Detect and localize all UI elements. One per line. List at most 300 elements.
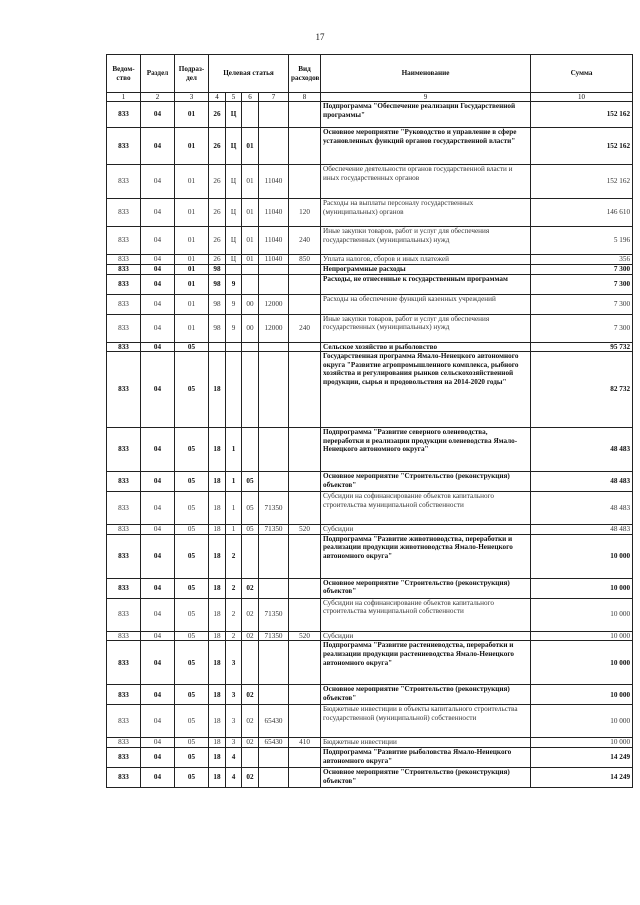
cell-vedom: 833 (107, 747, 141, 767)
column-number: 10 (531, 93, 633, 102)
cell-ts4: 12000 (259, 314, 289, 342)
column-number: 9 (321, 93, 531, 102)
cell-ts2: 2 (226, 534, 242, 578)
cell-vedom: 833 (107, 534, 141, 578)
cell-vedom: 833 (107, 314, 141, 342)
cell-name: Субсидии на софинансирование объектов капитального строительства муниципальной собственности (321, 492, 531, 525)
table-row (107, 738, 633, 748)
cell-ts1: 98 (209, 314, 226, 342)
cell-vedom: 833 (107, 525, 141, 535)
column-number: 8 (289, 93, 321, 102)
table-row (107, 472, 633, 492)
cell-vedom: 833 (107, 738, 141, 748)
cell-razdel: 04 (141, 128, 175, 165)
cell-ts2: 3 (226, 738, 242, 748)
cell-sum: 14 249 (531, 747, 633, 767)
cell-sum: 152 162 (531, 165, 633, 199)
cell-razdel: 04 (141, 314, 175, 342)
header-vid-raskhodov: Вид расходов (289, 55, 321, 93)
cell-ts4 (259, 641, 289, 685)
cell-vid (289, 165, 321, 199)
cell-vedom: 833 (107, 274, 141, 294)
cell-ts4: 11040 (259, 255, 289, 265)
table-row (107, 199, 633, 227)
cell-ts2 (226, 342, 242, 352)
cell-sum: 95 732 (531, 342, 633, 352)
cell-name: Бюджетные инвестиции в объекты капитального строительства государственной (муниципальной) собственности (321, 705, 531, 738)
cell-ts1: 98 (209, 294, 226, 314)
cell-ts1: 26 (209, 165, 226, 199)
cell-vid (289, 274, 321, 294)
table-row (107, 631, 633, 641)
cell-razdel: 04 (141, 294, 175, 314)
cell-vedom: 833 (107, 264, 141, 274)
column-number: 6 (242, 93, 259, 102)
cell-ts3: 01 (242, 199, 259, 227)
cell-sum: 48 483 (531, 525, 633, 535)
cell-ts4: 65430 (259, 705, 289, 738)
cell-name: Основное мероприятие "Строительство (реконструкция) объектов" (321, 767, 531, 787)
cell-ts3 (242, 747, 259, 767)
cell-ts3: 05 (242, 472, 259, 492)
cell-vedom: 833 (107, 598, 141, 631)
cell-vid (289, 492, 321, 525)
cell-razdel: 04 (141, 738, 175, 748)
cell-podrazdel: 01 (175, 314, 209, 342)
cell-vid (289, 598, 321, 631)
cell-razdel: 04 (141, 525, 175, 535)
table-row (107, 598, 633, 631)
cell-ts1: 18 (209, 352, 226, 428)
cell-ts1: 18 (209, 767, 226, 787)
cell-vid: 850 (289, 255, 321, 265)
cell-ts3: 02 (242, 631, 259, 641)
cell-razdel: 04 (141, 705, 175, 738)
table-body (107, 102, 633, 788)
cell-razdel: 04 (141, 274, 175, 294)
column-number: 7 (259, 93, 289, 102)
cell-ts1: 18 (209, 747, 226, 767)
cell-name: Расходы на обеспечение функций казенных учреждений (321, 294, 531, 314)
cell-ts2: 3 (226, 685, 242, 705)
cell-podrazdel: 05 (175, 641, 209, 685)
cell-sum: 10 000 (531, 641, 633, 685)
header-razdel: Раздел (141, 55, 175, 93)
cell-name: Подпрограмма "Развитие животноводства, переработки и реализации продукции животноводства Ямало-Ненецкого автономного округа" (321, 534, 531, 578)
cell-ts2: Ц (226, 227, 242, 255)
cell-podrazdel: 01 (175, 199, 209, 227)
cell-razdel: 04 (141, 165, 175, 199)
cell-vedom: 833 (107, 492, 141, 525)
cell-name: Иные закупки товаров, работ и услуг для обеспечения государственных (муниципальных) нужд (321, 227, 531, 255)
cell-vid (289, 472, 321, 492)
cell-name: Государственная программа Ямало-Ненецкого автономного округа "Развитие агропромышленного комплекса, рыбного хозяйства и регулирования рынков сельскохозяйственной продукции, сырья и продовольствия на 2014-2020 годы" (321, 352, 531, 428)
cell-vedom: 833 (107, 227, 141, 255)
cell-razdel: 04 (141, 598, 175, 631)
cell-name: Субсидии (321, 631, 531, 641)
cell-name: Обеспечение деятельности органов государственной власти и иных государственных органов (321, 165, 531, 199)
cell-vid (289, 352, 321, 428)
cell-ts4: 65430 (259, 738, 289, 748)
cell-podrazdel: 01 (175, 274, 209, 294)
table-row (107, 165, 633, 199)
cell-vid (289, 128, 321, 165)
cell-sum: 10 000 (531, 738, 633, 748)
cell-vid: 240 (289, 227, 321, 255)
cell-sum: 7 300 (531, 274, 633, 294)
cell-podrazdel: 05 (175, 525, 209, 535)
cell-ts1: 18 (209, 631, 226, 641)
cell-name: Подпрограмма "Развитие северного оленеводства, переработки и реализации продукции оленеводства Ямало-Ненецкого автономного округа" (321, 428, 531, 472)
cell-razdel: 04 (141, 342, 175, 352)
cell-sum: 10 000 (531, 598, 633, 631)
table-row (107, 685, 633, 705)
cell-ts4 (259, 274, 289, 294)
column-number-row (107, 93, 633, 102)
cell-ts1: 18 (209, 578, 226, 598)
cell-ts1: 18 (209, 472, 226, 492)
table-row (107, 747, 633, 767)
cell-razdel: 04 (141, 534, 175, 578)
cell-name: Субсидии (321, 525, 531, 535)
cell-ts3: 01 (242, 227, 259, 255)
cell-ts4 (259, 747, 289, 767)
cell-podrazdel: 05 (175, 598, 209, 631)
cell-vedom: 833 (107, 165, 141, 199)
cell-ts2: Ц (226, 199, 242, 227)
cell-sum: 152 162 (531, 128, 633, 165)
table-row (107, 294, 633, 314)
cell-ts2: 4 (226, 767, 242, 787)
cell-podrazdel: 05 (175, 342, 209, 352)
cell-vid: 120 (289, 199, 321, 227)
cell-name: Основное мероприятие "Строительство (реконструкция) объектов" (321, 685, 531, 705)
table-row (107, 102, 633, 128)
cell-name: Сельское хозяйство и рыболовство (321, 342, 531, 352)
cell-vedom: 833 (107, 294, 141, 314)
cell-ts3: 02 (242, 598, 259, 631)
cell-ts3 (242, 428, 259, 472)
column-number: 2 (141, 93, 175, 102)
cell-ts3: 00 (242, 314, 259, 342)
column-number: 4 (209, 93, 226, 102)
cell-ts2: 1 (226, 525, 242, 535)
cell-name: Субсидии на софинансирование объектов капитального строительства муниципальной собственности (321, 598, 531, 631)
cell-vedom: 833 (107, 578, 141, 598)
cell-vid (289, 534, 321, 578)
cell-ts3 (242, 264, 259, 274)
cell-vid (289, 294, 321, 314)
cell-ts2: Ц (226, 255, 242, 265)
column-number: 5 (226, 93, 242, 102)
cell-razdel: 04 (141, 767, 175, 787)
cell-ts2: 9 (226, 314, 242, 342)
cell-vid (289, 705, 321, 738)
cell-name: Иные закупки товаров, работ и услуг для обеспечения государственных (муниципальных) нужд (321, 314, 531, 342)
cell-sum: 152 162 (531, 102, 633, 128)
cell-ts1: 18 (209, 705, 226, 738)
cell-vid (289, 641, 321, 685)
cell-ts4 (259, 102, 289, 128)
cell-sum: 82 732 (531, 352, 633, 428)
cell-ts2: 1 (226, 492, 242, 525)
cell-sum: 7 300 (531, 314, 633, 342)
column-number: 1 (107, 93, 141, 102)
cell-vedom: 833 (107, 428, 141, 472)
cell-ts3: 05 (242, 492, 259, 525)
cell-ts1: 26 (209, 227, 226, 255)
cell-ts4 (259, 578, 289, 598)
cell-vedom: 833 (107, 631, 141, 641)
cell-ts4 (259, 534, 289, 578)
cell-ts4 (259, 128, 289, 165)
cell-ts2: 9 (226, 274, 242, 294)
cell-vedom: 833 (107, 767, 141, 787)
cell-podrazdel: 05 (175, 767, 209, 787)
cell-ts4 (259, 472, 289, 492)
cell-podrazdel: 05 (175, 472, 209, 492)
cell-ts2: 1 (226, 472, 242, 492)
cell-ts1: 98 (209, 264, 226, 274)
cell-razdel: 04 (141, 199, 175, 227)
cell-name: Уплата налогов, сборов и иных платежей (321, 255, 531, 265)
cell-podrazdel: 05 (175, 705, 209, 738)
table-row (107, 128, 633, 165)
table-row (107, 428, 633, 472)
cell-ts3: 02 (242, 705, 259, 738)
cell-podrazdel: 01 (175, 128, 209, 165)
cell-ts2: Ц (226, 102, 242, 128)
cell-razdel: 04 (141, 631, 175, 641)
header-vedom: Ведом-ство (107, 55, 141, 93)
cell-razdel: 04 (141, 255, 175, 265)
cell-ts4: 71350 (259, 631, 289, 641)
cell-vedom: 833 (107, 352, 141, 428)
cell-ts4: 12000 (259, 294, 289, 314)
cell-ts3 (242, 641, 259, 685)
budget-table (106, 54, 633, 788)
cell-ts4 (259, 767, 289, 787)
table-row (107, 492, 633, 525)
cell-name: Подпрограмма "Развитие растениеводства, переработки и реализации продукции растениеводства Ямало-Ненецкого автономного округа" (321, 641, 531, 685)
cell-razdel: 04 (141, 102, 175, 128)
cell-podrazdel: 05 (175, 352, 209, 428)
cell-vid: 240 (289, 314, 321, 342)
cell-ts4: 71350 (259, 492, 289, 525)
cell-ts1: 18 (209, 534, 226, 578)
cell-name: Подпрограмма "Обеспечение реализации Государственной программы" (321, 102, 531, 128)
cell-ts2 (226, 264, 242, 274)
cell-razdel: 04 (141, 492, 175, 525)
cell-vid (289, 685, 321, 705)
cell-name: Расходы на выплаты персоналу государственных (муниципальных) органов (321, 199, 531, 227)
cell-podrazdel: 05 (175, 738, 209, 748)
cell-ts2: 2 (226, 631, 242, 641)
cell-razdel: 04 (141, 352, 175, 428)
cell-vid (289, 342, 321, 352)
cell-vedom: 833 (107, 128, 141, 165)
cell-vedom: 833 (107, 705, 141, 738)
table-row (107, 352, 633, 428)
cell-razdel: 04 (141, 428, 175, 472)
table-row (107, 342, 633, 352)
cell-vid (289, 747, 321, 767)
cell-name: Подпрограмма "Развитие рыболовства Ямало-Ненецкого автономного округа" (321, 747, 531, 767)
cell-ts4 (259, 428, 289, 472)
cell-razdel: 04 (141, 641, 175, 685)
cell-ts1: 18 (209, 738, 226, 748)
cell-name: Основное мероприятие "Строительство (реконструкция) объектов" (321, 472, 531, 492)
cell-name: Расходы, не отнесенные к государственным программам (321, 274, 531, 294)
table-row (107, 525, 633, 535)
cell-razdel: 04 (141, 264, 175, 274)
column-number: 3 (175, 93, 209, 102)
cell-ts2: 2 (226, 578, 242, 598)
cell-vid: 520 (289, 525, 321, 535)
cell-ts3: 02 (242, 578, 259, 598)
cell-podrazdel: 01 (175, 294, 209, 314)
cell-razdel: 04 (141, 747, 175, 767)
cell-podrazdel: 05 (175, 428, 209, 472)
cell-ts3: 01 (242, 128, 259, 165)
cell-vedom: 833 (107, 472, 141, 492)
cell-podrazdel: 05 (175, 578, 209, 598)
table-row (107, 641, 633, 685)
cell-ts1: 26 (209, 199, 226, 227)
cell-sum: 5 196 (531, 227, 633, 255)
cell-podrazdel: 01 (175, 227, 209, 255)
cell-ts1: 18 (209, 685, 226, 705)
cell-ts2: 3 (226, 641, 242, 685)
cell-ts3: 02 (242, 685, 259, 705)
cell-podrazdel: 05 (175, 747, 209, 767)
cell-podrazdel: 05 (175, 631, 209, 641)
table-row (107, 227, 633, 255)
cell-ts2: Ц (226, 128, 242, 165)
cell-podrazdel: 01 (175, 255, 209, 265)
cell-ts4: 71350 (259, 598, 289, 631)
header-summa: Сумма (531, 55, 633, 93)
cell-vid: 520 (289, 631, 321, 641)
cell-sum: 356 (531, 255, 633, 265)
cell-razdel: 04 (141, 227, 175, 255)
cell-podrazdel: 01 (175, 102, 209, 128)
cell-ts1: 98 (209, 274, 226, 294)
cell-ts2: 2 (226, 598, 242, 631)
cell-ts1: 18 (209, 428, 226, 472)
cell-vedom: 833 (107, 641, 141, 685)
cell-vid (289, 767, 321, 787)
cell-sum: 10 000 (531, 705, 633, 738)
cell-ts1: 18 (209, 525, 226, 535)
cell-ts4: 71350 (259, 525, 289, 535)
cell-sum: 10 000 (531, 685, 633, 705)
cell-ts2: Ц (226, 165, 242, 199)
cell-vid (289, 102, 321, 128)
cell-ts3: 02 (242, 767, 259, 787)
table-row (107, 534, 633, 578)
cell-sum: 48 483 (531, 428, 633, 472)
cell-ts2: 9 (226, 294, 242, 314)
cell-ts2: 4 (226, 747, 242, 767)
cell-ts3 (242, 342, 259, 352)
cell-ts3: 01 (242, 165, 259, 199)
cell-name: Бюджетные инвестиции (321, 738, 531, 748)
cell-ts1: 18 (209, 492, 226, 525)
cell-sum: 146 610 (531, 199, 633, 227)
cell-sum: 48 483 (531, 492, 633, 525)
cell-vedom: 833 (107, 102, 141, 128)
cell-sum: 10 000 (531, 631, 633, 641)
cell-name: Непрограммные расходы (321, 264, 531, 274)
cell-podrazdel: 01 (175, 264, 209, 274)
cell-vedom: 833 (107, 199, 141, 227)
cell-vid (289, 264, 321, 274)
table-row (107, 264, 633, 274)
table-row (107, 274, 633, 294)
cell-ts4 (259, 264, 289, 274)
cell-ts1 (209, 342, 226, 352)
cell-ts2: 3 (226, 705, 242, 738)
header-tselevaya-statya: Целевая статья (209, 55, 289, 93)
table-row (107, 705, 633, 738)
cell-ts1: 26 (209, 128, 226, 165)
cell-sum: 10 000 (531, 578, 633, 598)
cell-ts3 (242, 274, 259, 294)
cell-podrazdel: 05 (175, 685, 209, 705)
table-row (107, 255, 633, 265)
cell-vedom: 833 (107, 685, 141, 705)
cell-podrazdel: 05 (175, 534, 209, 578)
cell-vedom: 833 (107, 255, 141, 265)
table-row (107, 314, 633, 342)
cell-ts3 (242, 102, 259, 128)
cell-vid: 410 (289, 738, 321, 748)
cell-ts4: 11040 (259, 165, 289, 199)
cell-podrazdel: 05 (175, 492, 209, 525)
cell-razdel: 04 (141, 578, 175, 598)
cell-ts2: 1 (226, 428, 242, 472)
cell-ts2 (226, 352, 242, 428)
cell-ts1: 18 (209, 641, 226, 685)
cell-ts1: 26 (209, 102, 226, 128)
cell-ts4 (259, 685, 289, 705)
cell-ts4: 11040 (259, 227, 289, 255)
cell-ts3 (242, 534, 259, 578)
cell-ts3 (242, 352, 259, 428)
table-row (107, 767, 633, 787)
page-number: 17 (315, 32, 325, 42)
cell-ts3: 02 (242, 738, 259, 748)
cell-sum: 7 300 (531, 294, 633, 314)
cell-ts4: 11040 (259, 199, 289, 227)
cell-sum: 7 300 (531, 264, 633, 274)
header-naimenovanie: Наименование (321, 55, 531, 93)
cell-ts4 (259, 352, 289, 428)
cell-sum: 14 249 (531, 767, 633, 787)
table-row (107, 578, 633, 598)
header-podrazdel: Подраз-дел (175, 55, 209, 93)
cell-ts3: 01 (242, 255, 259, 265)
cell-podrazdel: 01 (175, 165, 209, 199)
cell-razdel: 04 (141, 685, 175, 705)
cell-name: Основное мероприятие "Руководство и управление в сфере установленных функций органов государственной власти" (321, 128, 531, 165)
cell-ts1: 18 (209, 598, 226, 631)
cell-sum: 48 483 (531, 472, 633, 492)
cell-vid (289, 578, 321, 598)
cell-ts1: 26 (209, 255, 226, 265)
cell-ts3: 00 (242, 294, 259, 314)
